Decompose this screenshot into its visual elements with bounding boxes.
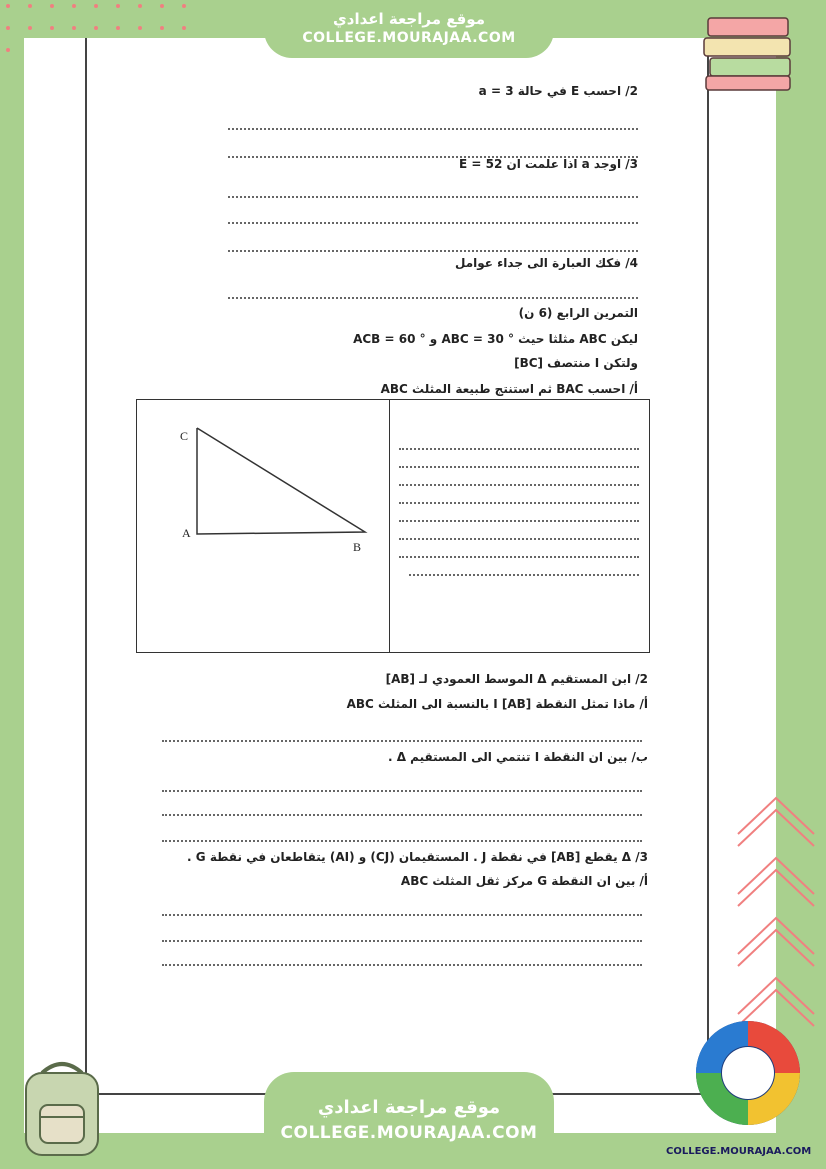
site-url-footer[interactable]: COLLEGE.MOURAJAA.COM: [280, 1123, 538, 1143]
exercise-4-title: التمرين الرابع (6 ن): [518, 306, 638, 320]
decorative-dot: [160, 26, 164, 30]
decorative-dot: [182, 26, 186, 30]
decorative-dot: [182, 4, 186, 8]
decorative-dot: [6, 48, 10, 52]
answer-line: [228, 250, 638, 252]
answer-line: [162, 814, 642, 816]
exercise-4-q2a: أ/ ماذا تمثل النقطة I [AB] بالنسبة الى المثلث ABC: [346, 697, 648, 711]
decorative-dot: [50, 26, 54, 30]
decorative-dot: [6, 4, 10, 8]
decorative-dot: [138, 4, 142, 8]
box-divider: [389, 400, 390, 652]
answer-line: [228, 128, 638, 130]
answer-line: [228, 297, 638, 299]
exercise-4-q1: أ/ احسب BAC ثم استنتج طبيعة المثلث ABC: [380, 382, 638, 396]
exercise-4-statement: ليكن ABC مثلثا حيث ° ABC = 30 و ° ACB = 60: [353, 332, 638, 346]
logo-url[interactable]: COLLEGE.MOURAJAA.COM: [666, 1146, 812, 1157]
answer-line: [162, 790, 642, 792]
header-banner: [264, 0, 554, 58]
answer-line: [399, 502, 639, 504]
site-name: موقع مراجعة اعدادي: [333, 10, 485, 28]
decorative-dot: [138, 26, 142, 30]
decorative-dot: [28, 4, 32, 8]
answer-line: [399, 466, 639, 468]
answer-line: [228, 222, 638, 224]
decorative-dot: [116, 26, 120, 30]
backpack-icon: [12, 1055, 112, 1160]
figure-box: [136, 399, 650, 653]
answer-line: [162, 940, 642, 942]
exercise-4-midpoint: ولتكن I منتصف [BC]: [514, 356, 638, 370]
decorative-dot: [6, 26, 10, 30]
answer-line: [399, 556, 639, 558]
answer-line: [162, 840, 642, 842]
answer-line: [399, 484, 639, 486]
site-name-footer: موقع مراجعة اعدادي: [317, 1097, 501, 1118]
books-icon: [700, 14, 800, 94]
triangle-figure: [137, 400, 389, 652]
decorative-dot: [72, 4, 76, 8]
answer-line: [399, 538, 639, 540]
exercise-4-q3: 3/ Δ يقطع [AB] في نقطة J . المستقيمان (CJ) و (AI) يتقاطعان في نقطة G .: [187, 850, 648, 864]
footer-banner: [264, 1072, 554, 1162]
exercise-4-q2: 2/ ابن المستقيم Δ الموسط العمودي لـ [AB]: [385, 672, 648, 686]
decorative-dot: [94, 26, 98, 30]
decorative-dot: [28, 26, 32, 30]
answer-line: [162, 964, 642, 966]
site-url[interactable]: COLLEGE.MOURAJAA.COM: [302, 30, 516, 46]
decorative-dot: [50, 4, 54, 8]
decorative-dot: [160, 4, 164, 8]
point-label-b: B: [353, 540, 362, 554]
point-label-c: C: [180, 429, 189, 443]
question-4: 4/ فكك العبارة الى جداء عوامل: [455, 256, 638, 270]
decorative-dot: [116, 4, 120, 8]
answer-line: [162, 740, 642, 742]
answer-line: [409, 574, 639, 576]
answer-line: [162, 914, 642, 916]
chevron-up-icon: [734, 790, 818, 1030]
answer-line: [228, 196, 638, 198]
exercise-4-q3a: أ/ بين ان النقطة G مركز ثقل المثلث ABC: [400, 874, 648, 888]
question-3: 3/ اوجد a اذا علمت ان E = 52: [459, 157, 638, 171]
site-logo-icon: [695, 1020, 801, 1126]
decorative-dot: [94, 4, 98, 8]
decorative-dot: [72, 26, 76, 30]
answer-line: [399, 448, 639, 450]
question-2: 2/ احسب E في حالة 3 = a: [478, 84, 638, 98]
exercise-4-q2b: ب/ بين ان النقطة I تنتمي الى المستقيم Δ .: [387, 750, 648, 764]
point-label-a: A: [182, 526, 191, 540]
answer-line: [399, 520, 639, 522]
